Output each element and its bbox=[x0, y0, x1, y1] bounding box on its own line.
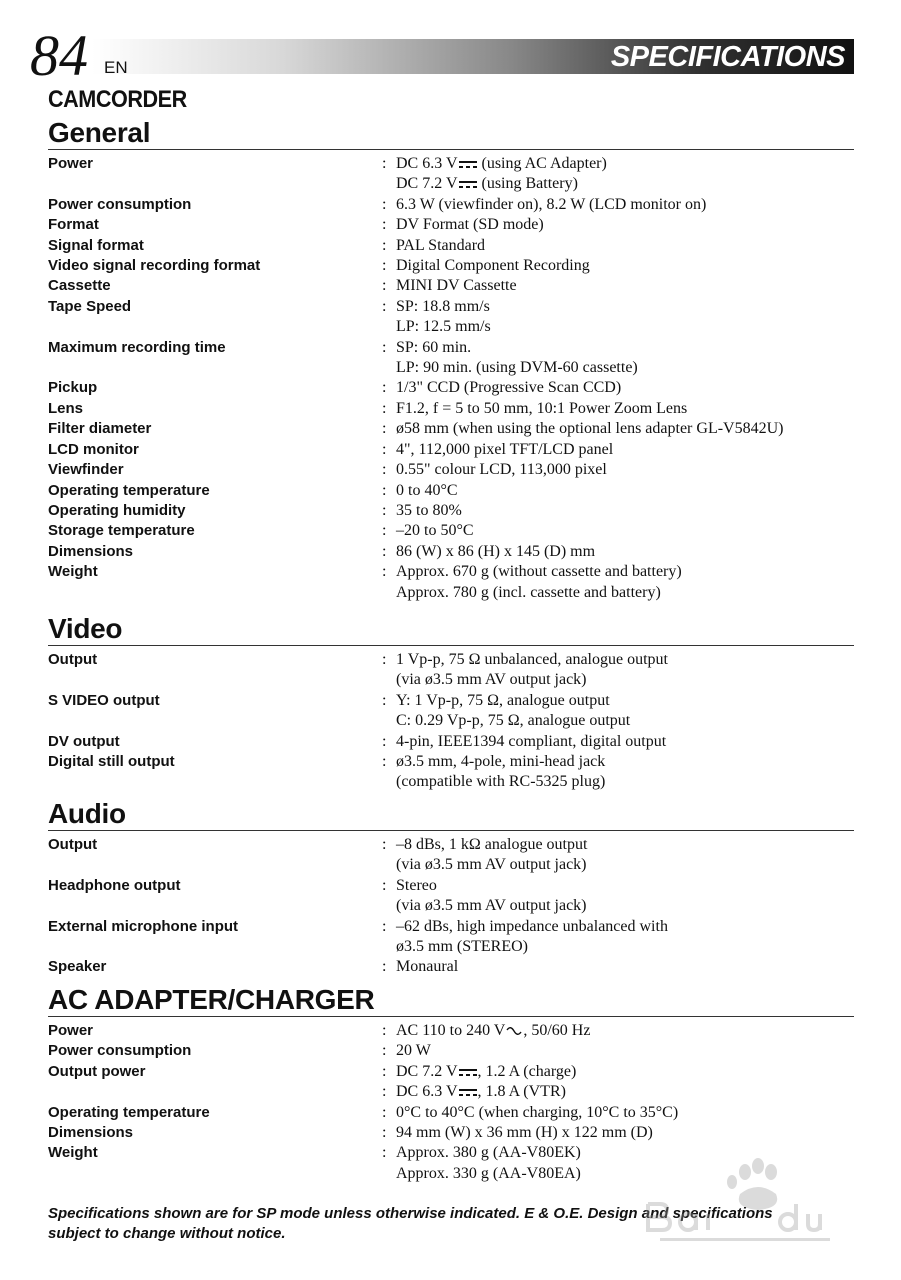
spec-value-line bbox=[396, 937, 854, 957]
spec-value-text: , 1.8 A (VTR) bbox=[477, 1083, 566, 1101]
spec-label: Maximum recording time bbox=[48, 338, 226, 356]
spec-value bbox=[396, 460, 854, 480]
spec-label: Output power bbox=[48, 1062, 146, 1080]
spec-label: Weight bbox=[48, 563, 98, 581]
spec-label: Dimensions bbox=[48, 542, 134, 560]
spec-label: Lens bbox=[48, 399, 84, 417]
spec-value-line bbox=[396, 358, 854, 378]
spec-label: Digital still output bbox=[48, 753, 175, 771]
spec-value-text: Approx. 330 g (AA-V80EA) bbox=[396, 1164, 581, 1182]
spec-value-line bbox=[396, 855, 854, 875]
spec-label: Filter diameter bbox=[48, 420, 152, 438]
spec-value-line bbox=[396, 154, 854, 174]
spec-value-text: Approx. 380 g (AA-V80EK) bbox=[396, 1144, 581, 1162]
device-title: CAMCORDER bbox=[48, 86, 187, 113]
spec-row bbox=[48, 1062, 854, 1103]
spec-label: Dimensions bbox=[48, 1124, 134, 1142]
spec-value bbox=[396, 297, 854, 338]
spec-row bbox=[48, 1103, 854, 1123]
spec-colon: : bbox=[382, 257, 387, 275]
spec-value-line bbox=[396, 521, 854, 541]
spec-value-line bbox=[396, 650, 854, 670]
spec-value bbox=[396, 957, 854, 977]
spec-label: Headphone output bbox=[48, 876, 181, 894]
spec-value-text: –62 dBs, high impedance unbalanced with bbox=[396, 917, 668, 935]
spec-value bbox=[396, 562, 854, 603]
spec-row bbox=[48, 957, 854, 977]
spec-row bbox=[48, 154, 854, 195]
spec-value bbox=[396, 835, 854, 876]
spec-colon: : bbox=[382, 501, 387, 519]
spec-value-text: DC 7.2 V bbox=[396, 175, 458, 193]
spec-row bbox=[48, 1123, 854, 1143]
spec-row bbox=[48, 521, 854, 541]
spec-colon: : bbox=[382, 691, 387, 709]
spec-value-text: DC 6.3 V bbox=[396, 155, 458, 172]
spec-colon: : bbox=[382, 236, 387, 254]
spec-value-line bbox=[396, 460, 854, 480]
spec-row bbox=[48, 835, 854, 876]
spec-value-text: ø3.5 mm (STEREO) bbox=[396, 938, 528, 956]
ac-symbol-icon bbox=[506, 1026, 522, 1036]
dc-symbol-icon bbox=[459, 160, 477, 169]
spec-row bbox=[48, 542, 854, 562]
spec-colon: : bbox=[382, 563, 387, 581]
spec-value-text: (using Battery) bbox=[477, 175, 578, 193]
spec-row bbox=[48, 256, 854, 276]
spec-colon: : bbox=[382, 440, 387, 458]
spec-colon: : bbox=[382, 155, 387, 172]
spec-value bbox=[396, 691, 854, 732]
spec-value-text: 0°C to 40°C (when charging, 10°C to 35°C) bbox=[396, 1103, 679, 1121]
spec-value-line bbox=[396, 1103, 854, 1123]
spec-value-line bbox=[396, 297, 854, 317]
spec-row bbox=[48, 276, 854, 296]
spec-value-text: –20 to 50°C bbox=[396, 522, 474, 540]
language-code: EN bbox=[104, 58, 128, 77]
spec-value-text: LP: 90 min. (using DVM-60 cassette) bbox=[396, 359, 638, 377]
spec-colon: : bbox=[382, 481, 387, 499]
spec-value-line bbox=[396, 174, 854, 194]
spec-value-text: 20 W bbox=[396, 1042, 431, 1060]
spec-list-audio bbox=[48, 835, 854, 978]
spec-colon: : bbox=[382, 958, 387, 976]
spec-colon: : bbox=[382, 1124, 387, 1142]
dc-symbol-icon bbox=[459, 1088, 477, 1097]
spec-label: External microphone input bbox=[48, 917, 239, 935]
watermark-logo-icon bbox=[640, 1150, 850, 1250]
spec-value-text: (via ø3.5 mm AV output jack) bbox=[396, 897, 587, 915]
page-number: 84 bbox=[30, 23, 88, 88]
spec-value-line bbox=[396, 732, 854, 752]
spec-colon: : bbox=[382, 651, 387, 668]
spec-row bbox=[48, 876, 854, 917]
section-title-general: General bbox=[48, 118, 854, 150]
spec-label: Viewfinder bbox=[48, 461, 124, 479]
spec-value-text: 0.55" colour LCD, 113,000 pixel bbox=[396, 461, 607, 479]
spec-value bbox=[396, 752, 854, 793]
spec-label: Weight bbox=[48, 1144, 98, 1162]
spec-value-text: ø3.5 mm, 4-pole, mini-head jack bbox=[396, 753, 606, 771]
spec-label: LCD monitor bbox=[48, 440, 139, 458]
spec-value-text: SP: 60 min. bbox=[396, 338, 472, 356]
spec-value-line bbox=[396, 711, 854, 731]
spec-label: Power consumption bbox=[48, 1042, 192, 1060]
spec-value bbox=[396, 732, 854, 752]
dc-symbol-icon bbox=[459, 180, 477, 189]
spec-value bbox=[396, 650, 854, 691]
spec-value-line bbox=[396, 378, 854, 398]
spec-value-text: 1/3" CCD (Progressive Scan CCD) bbox=[396, 379, 622, 397]
spec-value-text: 4-pin, IEEE1394 compliant, digital output bbox=[396, 732, 667, 750]
spec-value-text: 86 (W) x 86 (H) x 145 (D) mm bbox=[396, 542, 596, 560]
spec-value-text: DV Format (SD mode) bbox=[396, 216, 544, 234]
spec-value-line bbox=[396, 917, 854, 937]
spec-colon: : bbox=[382, 420, 387, 438]
spec-value-text: DC 6.3 V bbox=[396, 1083, 458, 1101]
spec-label: Operating temperature bbox=[48, 481, 210, 499]
spec-value-text: F1.2, f = 5 to 50 mm, 10:1 Power Zoom Lens bbox=[396, 399, 688, 417]
spec-value-text: 0 to 40°C bbox=[396, 481, 458, 499]
section-general bbox=[48, 118, 854, 603]
section-video bbox=[48, 614, 854, 793]
spec-value-text: Monaural bbox=[396, 958, 459, 976]
spec-value-text: (via ø3.5 mm AV output jack) bbox=[396, 856, 587, 874]
spec-value bbox=[396, 338, 854, 379]
spec-value-line bbox=[396, 876, 854, 896]
spec-value-line bbox=[396, 317, 854, 337]
spec-row bbox=[48, 399, 854, 419]
spec-colon: : bbox=[382, 876, 387, 894]
spec-value-line bbox=[396, 772, 854, 792]
spec-label: Pickup bbox=[48, 379, 98, 397]
spec-value bbox=[396, 215, 854, 235]
spec-row bbox=[48, 691, 854, 732]
spec-colon: : bbox=[382, 1103, 387, 1121]
spec-list-general bbox=[48, 154, 854, 603]
spec-value bbox=[396, 276, 854, 296]
spec-value-text: –8 dBs, 1 kΩ analogue output bbox=[396, 836, 588, 853]
spec-value-text: , 50/60 Hz bbox=[523, 1022, 591, 1039]
spec-label: DV output bbox=[48, 732, 120, 750]
spec-value-line bbox=[396, 670, 854, 690]
spec-list-video bbox=[48, 650, 854, 793]
spec-value-line bbox=[396, 501, 854, 521]
spec-colon: : bbox=[382, 399, 387, 417]
spec-value-line bbox=[396, 1082, 854, 1102]
spec-row bbox=[48, 501, 854, 521]
spec-label: Output bbox=[48, 651, 98, 668]
spec-value-text: MINI DV Cassette bbox=[396, 277, 517, 295]
spec-value bbox=[396, 440, 854, 460]
spec-value-line bbox=[396, 236, 854, 256]
spec-value bbox=[396, 378, 854, 398]
footnote: Specifications shown are for SP mode unless otherwise indicated. E & O.E. Design and specifications subject to change without notice. bbox=[48, 1205, 773, 1242]
spec-value-text: DC 7.2 V bbox=[396, 1062, 458, 1080]
section-title-video: Video bbox=[48, 614, 854, 646]
spec-value bbox=[396, 256, 854, 276]
spec-value-line bbox=[396, 1123, 854, 1143]
spec-value-line bbox=[396, 1062, 854, 1082]
spec-value-line bbox=[396, 542, 854, 562]
spec-label: Power bbox=[48, 1022, 94, 1039]
spec-row bbox=[48, 195, 854, 215]
spec-value bbox=[396, 1103, 854, 1123]
spec-value bbox=[396, 195, 854, 215]
spec-colon: : bbox=[382, 216, 387, 234]
spec-value bbox=[396, 1041, 854, 1061]
spec-value-text: Digital Component Recording bbox=[396, 257, 590, 275]
spec-colon: : bbox=[382, 732, 387, 750]
spec-label: S VIDEO output bbox=[48, 691, 160, 709]
spec-value bbox=[396, 521, 854, 541]
spec-value-text: Y: 1 Vp-p, 75 Ω, analogue output bbox=[396, 691, 610, 709]
spec-label: Speaker bbox=[48, 958, 107, 976]
spec-value-text: , 1.2 A (charge) bbox=[477, 1062, 577, 1080]
spec-value-text: 1 Vp-p, 75 Ω unbalanced, analogue output bbox=[396, 651, 668, 668]
spec-colon: : bbox=[382, 297, 387, 315]
spec-value-line bbox=[396, 215, 854, 235]
page-title: SPECIFICATIONS bbox=[610, 41, 845, 73]
spec-value bbox=[396, 481, 854, 501]
spec-value-text: 94 mm (W) x 36 mm (H) x 122 mm (D) bbox=[396, 1124, 653, 1142]
spec-row bbox=[48, 732, 854, 752]
spec-row bbox=[48, 338, 854, 379]
spec-label: Operating temperature bbox=[48, 1103, 210, 1121]
spec-value-text: (using AC Adapter) bbox=[477, 155, 607, 172]
dc-symbol-icon bbox=[459, 1068, 477, 1077]
spec-label: Cassette bbox=[48, 277, 111, 295]
spec-value-line bbox=[396, 399, 854, 419]
section-title-audio: Audio bbox=[48, 799, 854, 831]
spec-value-line bbox=[396, 896, 854, 916]
spec-value bbox=[396, 1062, 854, 1103]
spec-value bbox=[396, 876, 854, 917]
spec-colon: : bbox=[382, 195, 387, 213]
spec-value-line bbox=[396, 957, 854, 977]
spec-colon: : bbox=[382, 338, 387, 356]
spec-colon: : bbox=[382, 277, 387, 295]
spec-value-text: (compatible with RC-5325 plug) bbox=[396, 773, 606, 791]
spec-value bbox=[396, 1123, 854, 1143]
spec-value-line bbox=[396, 1041, 854, 1061]
spec-row bbox=[48, 1021, 854, 1041]
spec-colon: : bbox=[382, 542, 387, 560]
spec-value-text: LP: 12.5 mm/s bbox=[396, 318, 491, 336]
spec-value-text: SP: 18.8 mm/s bbox=[396, 297, 490, 315]
spec-value-line bbox=[396, 440, 854, 460]
spec-label: Operating humidity bbox=[48, 501, 186, 519]
spec-value-text: (via ø3.5 mm AV output jack) bbox=[396, 671, 587, 689]
spec-value-line bbox=[396, 1021, 854, 1041]
spec-value bbox=[396, 542, 854, 562]
spec-label: Tape Speed bbox=[48, 297, 132, 315]
spec-value bbox=[396, 917, 854, 958]
spec-row bbox=[48, 752, 854, 793]
spec-value-line bbox=[396, 691, 854, 711]
section-title-adapter: AC ADAPTER/CHARGER bbox=[48, 985, 854, 1017]
spec-value bbox=[396, 501, 854, 521]
spec-colon: : bbox=[382, 1022, 387, 1039]
spec-value bbox=[396, 154, 854, 195]
spec-value-line bbox=[396, 419, 854, 439]
spec-value-line bbox=[396, 481, 854, 501]
spec-value-line bbox=[396, 256, 854, 276]
section-audio bbox=[48, 799, 854, 978]
spec-value bbox=[396, 1021, 854, 1041]
spec-label: Storage temperature bbox=[48, 522, 195, 540]
spec-colon: : bbox=[382, 753, 387, 771]
spec-value-text: 4", 112,000 pixel TFT/LCD panel bbox=[396, 440, 614, 458]
spec-label: Format bbox=[48, 216, 99, 234]
spec-value bbox=[396, 419, 854, 439]
spec-label: Power consumption bbox=[48, 195, 192, 213]
spec-value-text: 35 to 80% bbox=[396, 501, 462, 519]
spec-value-text: Approx. 670 g (without cassette and battery) bbox=[396, 563, 682, 581]
spec-value-line bbox=[396, 276, 854, 296]
spec-value bbox=[396, 399, 854, 419]
spec-value-text: AC 110 to 240 V bbox=[396, 1022, 506, 1039]
spec-row bbox=[48, 481, 854, 501]
spec-row bbox=[48, 297, 854, 338]
spec-label: Output bbox=[48, 836, 98, 853]
spec-value-text: PAL Standard bbox=[396, 236, 486, 254]
spec-label: Power bbox=[48, 155, 94, 172]
spec-row bbox=[48, 419, 854, 439]
spec-row bbox=[48, 650, 854, 691]
spec-value-text: Stereo bbox=[396, 876, 437, 894]
spec-colon: : bbox=[382, 836, 387, 853]
spec-colon: : : bbox=[382, 1062, 387, 1101]
spec-row bbox=[48, 215, 854, 235]
spec-row bbox=[48, 378, 854, 398]
spec-row bbox=[48, 440, 854, 460]
spec-value-text: C: 0.29 Vp-p, 75 Ω, analogue output bbox=[396, 712, 631, 730]
spec-value-line bbox=[396, 562, 854, 582]
spec-colon: : bbox=[382, 522, 387, 540]
spec-value-line bbox=[396, 583, 854, 603]
spec-value-text: Approx. 780 g (incl. cassette and battery) bbox=[396, 583, 661, 601]
spec-row bbox=[48, 236, 854, 256]
spec-value-line bbox=[396, 835, 854, 855]
spec-colon: : bbox=[382, 917, 387, 935]
spec-value bbox=[396, 236, 854, 256]
spec-value-text: ø58 mm (when using the optional lens adapter GL-V5842U) bbox=[396, 420, 784, 438]
spec-value-text: 6.3 W (viewfinder on), 8.2 W (LCD monitor on) bbox=[396, 195, 707, 213]
spec-label: Video signal recording format bbox=[48, 257, 261, 275]
spec-colon: : bbox=[382, 1042, 387, 1060]
spec-colon: : bbox=[382, 1144, 387, 1162]
spec-value-line bbox=[396, 752, 854, 772]
spec-value-line bbox=[396, 195, 854, 215]
spec-row bbox=[48, 917, 854, 958]
spec-row bbox=[48, 562, 854, 603]
spec-value-line bbox=[396, 338, 854, 358]
spec-colon: : bbox=[382, 461, 387, 479]
spec-colon: : bbox=[382, 379, 387, 397]
spec-row bbox=[48, 460, 854, 480]
spec-row bbox=[48, 1041, 854, 1061]
spec-label: Signal format bbox=[48, 236, 144, 254]
